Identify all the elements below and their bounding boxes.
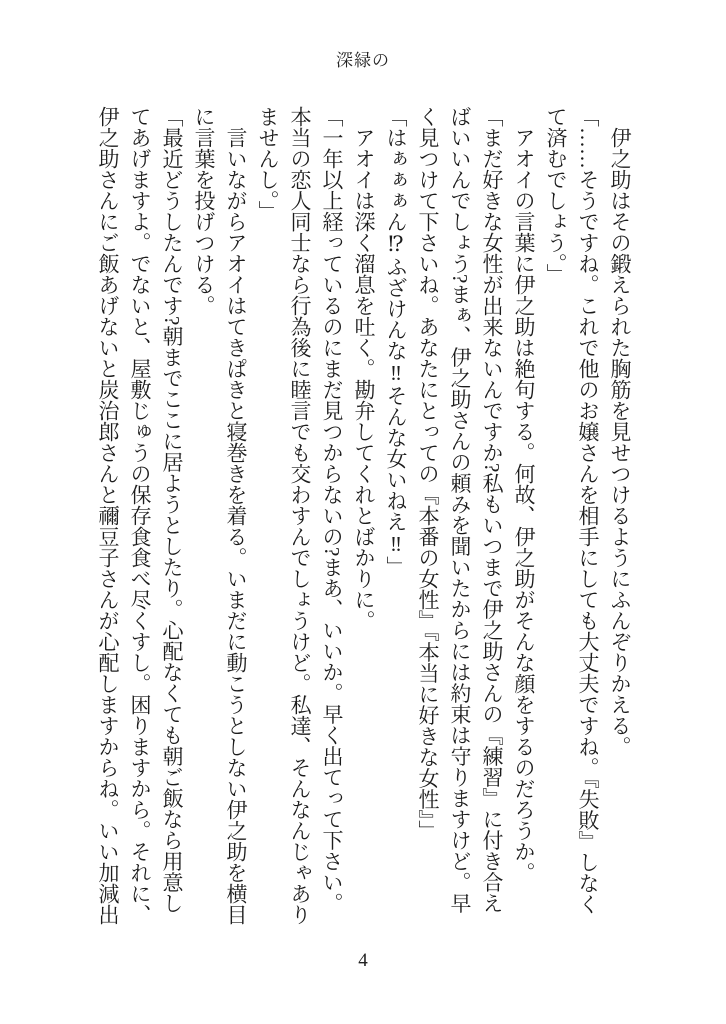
- text-block: [92, 106, 636, 925]
- page-number: 4: [358, 950, 368, 971]
- paragraph: 伊之助はその鍛えられた胸筋を見せつけるようにふんぞりかえる。: [608, 127, 632, 757]
- paragraph: 「はぁぁぁん⁉ふざけんな‼そんな女いねえ‼」: [384, 106, 408, 577]
- paragraph: 「一年以上経っているのにまだ見つからないの?まあ、いいか。早く出てって下さい。本当の恋人同士なら行為後に睦言でも交わすんでしょうけど。私達、そんなんじゃありませんし。」: [256, 106, 344, 925]
- paragraph: アオイは深く溜息を吐く。勘弁してくれとばかりに。: [352, 127, 376, 631]
- paragraph: 「……そうですね。これで他のお嬢さんを相手にしても大丈夫ですね。『失敗』しなくて済むでしょう。」: [544, 106, 600, 915]
- running-header-title: 深緑の: [336, 51, 390, 70]
- paragraph: 言いながらアオイはてきぱきと寝巻きを着る。いまだに動こうとしない伊之助を横目に言葉を投げつける。: [192, 106, 248, 925]
- paragraph: 「最近どうしたんです?朝までここに居ようとしたり。心配なくても朝ご飯なら用意してあげますよ。でないと、屋敷じゅうの保存食食べ尽くすし。困りますから。それに、伊之助さんにご飯あげないと炭治郎さんと禰豆子さんが心配しますからね。いい加減出: [96, 106, 184, 925]
- paragraph: 「まだ好きな女性が出来ないんですか?私もいつまで伊之助さんの『練習』に付き合えばいいんでしょう?まぁ、伊之助さんの頼みを聞いたからには約束は守りますけど。早く見つけて下さいね。あなたにとっての『本番の女性』『本当に好きな女性』」: [416, 106, 504, 914]
- paragraph: アオイの言葉に伊之助は絶句する。何故、伊之助がそんな顔をするのだろうか。: [512, 127, 536, 883]
